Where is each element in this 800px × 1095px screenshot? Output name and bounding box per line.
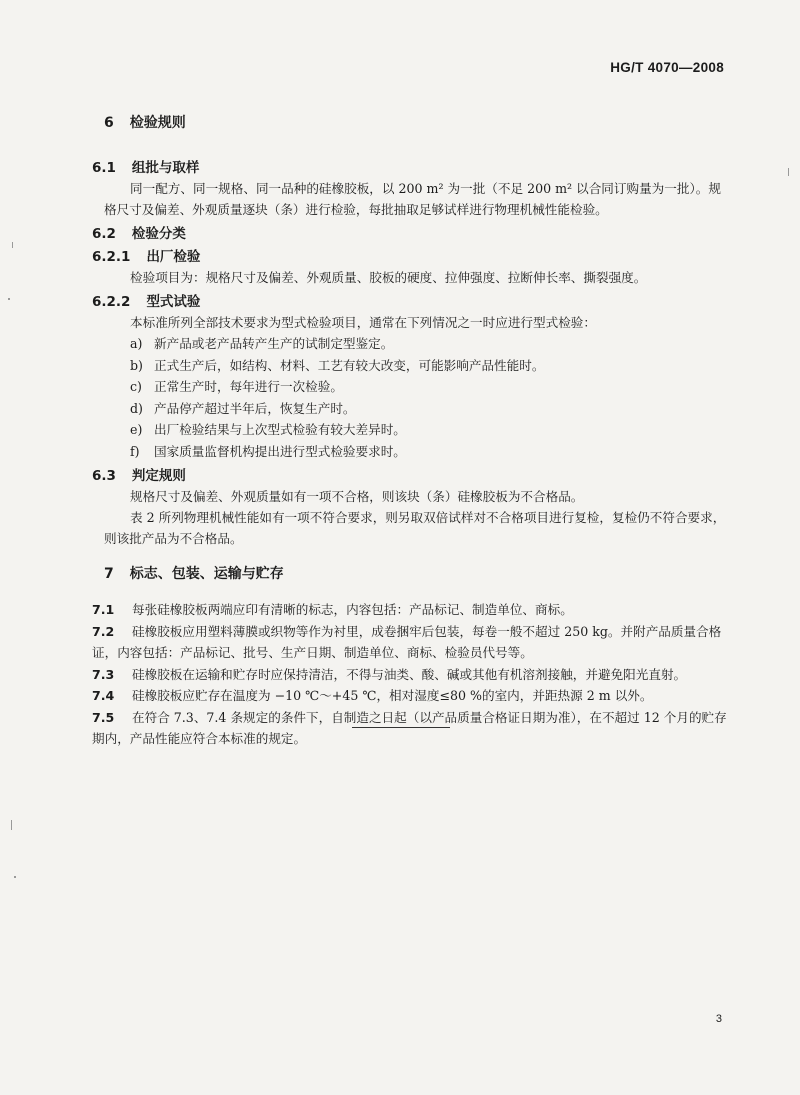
page-number: 3 bbox=[715, 1013, 722, 1025]
scan-speck bbox=[11, 820, 12, 830]
page-content bbox=[92, 112, 729, 750]
list-item: c) 正常生产时，每年进行一次检验。 bbox=[130, 379, 343, 394]
section-number: 7 bbox=[104, 566, 114, 582]
section-title: 标志、包装、运输与贮存 bbox=[129, 566, 284, 582]
section-6-3-heading bbox=[92, 464, 729, 484]
section-6-2-1-text: 检验项目为：规格尺寸及偏差、外观质量、胶板的硬度、拉伸强度、拉断伸长率、撕裂强度。 bbox=[130, 270, 647, 285]
section-number: 6.3 bbox=[92, 468, 116, 484]
section-6-1-text: 同一配方、同一规格、同一品种的硅橡胶板，以 200 m² 为一批（不足 200 m² 以合同订购量为一批）。规格尺寸及偏差、外观质量逐块（条）进行检验，每批抽取足够试样进行物理机械性能检验。 bbox=[104, 181, 721, 217]
section-6-3-paragraph-1: 规格尺寸及偏差、外观质量如有一项不合格，则该块（条）硅橡胶板为不合格品。 bbox=[130, 489, 584, 504]
section-6-heading bbox=[104, 112, 729, 132]
list-item: e) 出厂检验结果与上次型式检验有较大差异时。 bbox=[130, 422, 406, 437]
section-number: 6.2.2 bbox=[92, 294, 131, 310]
standard-code: HG/T 4070—2008 bbox=[610, 60, 724, 75]
rule-7-3: 7.3 硅橡胶板在运输和贮存时应保持清洁，不得与油类、酸、碱或其他有机溶剂接触，并避免阳光直射。 bbox=[92, 666, 687, 682]
section-6-1-heading bbox=[92, 156, 729, 176]
end-of-text-rule bbox=[352, 727, 450, 728]
section-6-2-2-text: 本标准所列全部技术要求为型式检验项目，通常在下列情况之一时应进行型式检验： bbox=[130, 315, 596, 330]
rule-7-2: 7.2 硅橡胶板应用塑料薄膜或织物等作为衬里，成卷捆牢后包装，每卷一般不超过 250 kg。并附产品质量合格证，内容包括：产品标记、批号、生产日期、制造单位、商标、检验员代号等。 bbox=[92, 623, 722, 660]
section-7-heading bbox=[104, 563, 729, 583]
section-6-2-1-heading bbox=[92, 245, 729, 265]
section-number: 6.2.1 bbox=[92, 249, 131, 265]
list-item: b) 正式生产后，如结构、材料、工艺有较大改变，可能影响产品性能时。 bbox=[130, 357, 545, 373]
list-item: a) 新产品或老产品转产生产的试制定型鉴定。 bbox=[130, 336, 394, 351]
scan-speck bbox=[12, 242, 13, 248]
section-title: 组批与取样 bbox=[131, 160, 200, 176]
rule-7-5: 7.5 在符合 7.3、7.4 条规定的条件下，自制造之日起（以产品质量合格证日期为准），在不超过 12 个月的贮存期内，产品性能应符合本标准的规定。 bbox=[92, 709, 727, 746]
section-number: 6.1 bbox=[92, 160, 116, 176]
section-6-2-2-heading bbox=[92, 290, 729, 310]
scan-speck bbox=[14, 876, 16, 878]
list-item: f) 国家质量监督机构提出进行型式检验要求时。 bbox=[130, 443, 406, 459]
section-title: 出厂检验 bbox=[146, 249, 201, 265]
section-number: 6 bbox=[104, 115, 114, 131]
section-number: 6.2 bbox=[92, 226, 116, 242]
section-6-2-heading bbox=[92, 222, 729, 242]
scan-speck bbox=[788, 168, 789, 176]
section-title: 检验规则 bbox=[129, 115, 186, 131]
section-6-3-paragraph-2: 表 2 所列物理机械性能如有一项不符合要求，则另取双倍试样对不合格项目进行复检，复检仍不符合要求，则该批产品为不合格品。 bbox=[104, 510, 726, 546]
rule-7-1: 7.1 每张硅橡胶板两端应印有清晰的标志，内容包括：产品标记、制造单位、商标。 bbox=[92, 602, 573, 617]
section-title: 型式试验 bbox=[146, 294, 201, 310]
scan-speck bbox=[8, 298, 10, 300]
section-title: 判定规则 bbox=[131, 468, 186, 484]
section-title: 检验分类 bbox=[131, 226, 186, 242]
list-item: d) 产品停产超过半年后，恢复生产时。 bbox=[130, 400, 356, 416]
inspection-conditions-list bbox=[104, 333, 729, 462]
rule-7-4: 7.4 硅橡胶板应贮存在温度为 −10 ℃～+45 ℃，相对湿度≤80 %的室内，并距热源 2 m 以外。 bbox=[92, 688, 653, 703]
